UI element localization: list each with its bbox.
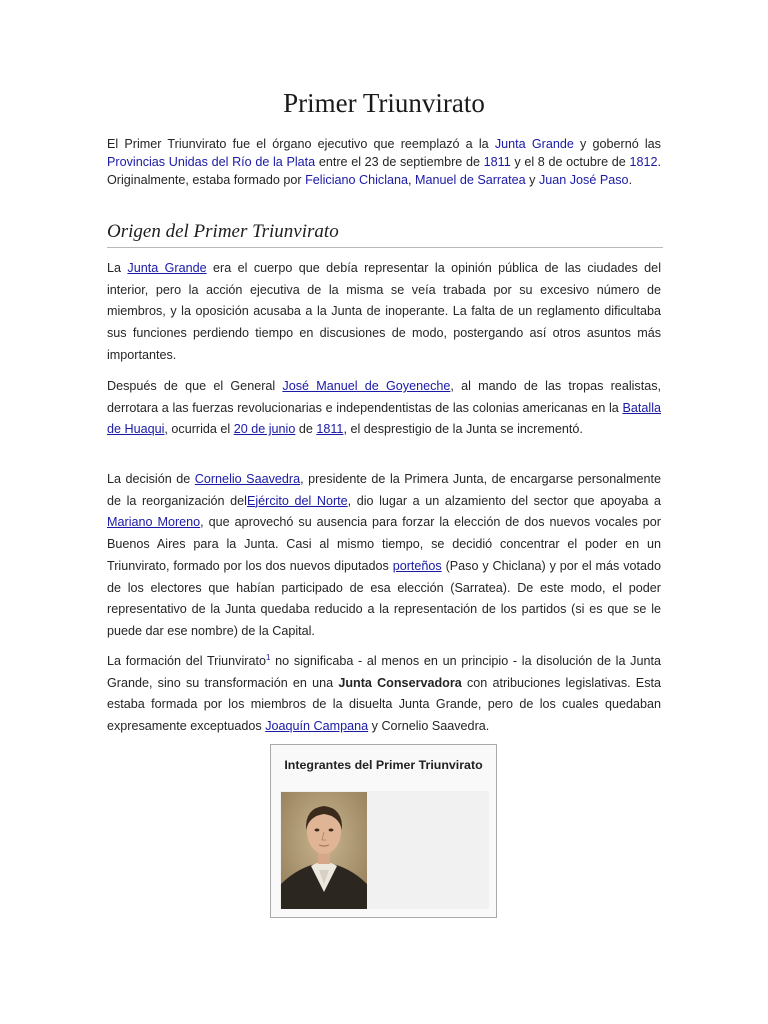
text: , dio lugar a un alzamiento del sector que apoyaba a bbox=[347, 493, 661, 508]
footnote-ref[interactable]: 1 bbox=[265, 652, 271, 662]
text: , bbox=[408, 172, 416, 187]
text: y gobernó las bbox=[573, 137, 661, 151]
text: Después de que el General bbox=[107, 379, 283, 393]
portrait-image[interactable] bbox=[281, 792, 367, 909]
text: . bbox=[628, 172, 633, 187]
text: La bbox=[107, 261, 128, 275]
link-junta-grande[interactable]: Junta Grande bbox=[494, 137, 574, 151]
section-heading: Origen del Primer Triunvirato bbox=[107, 220, 663, 248]
text: y el 8 de octubre de bbox=[510, 154, 630, 169]
text: . Originalmente, estaba formado por bbox=[107, 154, 661, 187]
text: , que aprovechó su ausencia para forzar la elección de dos nuevos vocales por Buenos Aires para la Junta. Casi al mismo tiempo, se decidió concentrar el poder en un Triunvirato, formado por los dos nuevos diputados bbox=[107, 515, 661, 573]
paragraph-1 bbox=[107, 258, 661, 367]
text: con atribuciones legislativas. Esta estaba formada por los miembros de la disuelta Junta Grande, pero de los cuales quedaban expresamente exceptuados bbox=[107, 675, 662, 734]
link-mariano-moreno[interactable]: Mariano Moreno bbox=[107, 515, 201, 530]
link-juan-jose-paso[interactable]: Juan José Paso bbox=[538, 172, 629, 187]
link-batalla-de-huaqui[interactable]: Batalla de Huaqui bbox=[107, 400, 661, 437]
text: El Primer Triunvirato fue el órgano ejecutivo que reemplazó a la bbox=[107, 137, 495, 151]
text: , al mando de las tropas realistas, derrotara a las fuerzas revolucionarias e independentistas de las colonias americanas en la bbox=[107, 379, 662, 415]
text: La formación del Triunvirato bbox=[107, 654, 266, 668]
text: La decisión de bbox=[107, 472, 195, 486]
link-20-de-junio[interactable]: 20 de junio bbox=[233, 422, 296, 437]
text: de bbox=[295, 422, 317, 437]
link-portenos[interactable]: porteños bbox=[392, 558, 442, 573]
infobox bbox=[270, 744, 497, 918]
link-feliciano-chiclana[interactable]: Feliciano Chiclana bbox=[305, 172, 409, 187]
text: , ocurrida el bbox=[164, 422, 234, 437]
link-jose-manuel-de-goyeneche[interactable]: José Manuel de Goyeneche bbox=[282, 379, 451, 393]
link-1811[interactable]: 1811 bbox=[483, 154, 511, 169]
intro-paragraph bbox=[107, 136, 661, 189]
paragraph-2 bbox=[107, 376, 661, 441]
text: era el cuerpo que debía representar la opinión pública de las ciudades del interior, pero la acción ejecutiva de la misma se veía trabada por su excesivo número de miembros, y la oposición acusaba a la Junta de inoperante. La falta de un reglamento dificultaba sus funciones perdiendo tiempo en discusiones de modo, postergando así otros asuntos más importantes. bbox=[107, 261, 661, 362]
link-joaquin-campana[interactable]: Joaquín Campana bbox=[265, 719, 369, 734]
page-title: Primer Triunvirato bbox=[283, 88, 485, 118]
text: (Paso y Chiclana) y por el más votado de los electores que habían participado de esa elección (Sarratea). De este modo, el poder representativo de la Junta quedaba reducido a la representación de los partidos (si es que se le puede dar ese nombre) de la Capital. bbox=[107, 558, 662, 638]
link-junta-grande[interactable]: Junta Grande bbox=[127, 261, 207, 275]
paragraph-3 bbox=[107, 469, 661, 643]
link-1812[interactable]: 1812 bbox=[629, 154, 658, 169]
infobox-title: Integrantes del Primer Triunvirato bbox=[284, 758, 483, 772]
link-cornelio-saavedra[interactable]: Cornelio Saavedra bbox=[194, 472, 301, 486]
text: , el desprestigio de la Junta se incrementó. bbox=[343, 422, 583, 437]
link-1811[interactable]: 1811 bbox=[316, 422, 344, 437]
link-provincias-unidas[interactable]: Provincias Unidas del Río de la Plata bbox=[107, 154, 316, 169]
bold-junta-conservadora: Junta Conservadora bbox=[338, 675, 462, 690]
text: no significaba - al menos en un principio - la disolución de la Junta Grande, sino su transformación en una bbox=[107, 654, 661, 690]
text: y bbox=[525, 172, 539, 187]
paragraph-4 bbox=[107, 651, 661, 738]
link-ejercito-del-norte[interactable]: Ejército del Norte bbox=[246, 493, 348, 508]
text: entre el 23 de septiembre de bbox=[315, 154, 484, 169]
text: y Cornelio Saavedra. bbox=[368, 719, 490, 734]
text: , presidente de la Primera Junta, de encargarse personalmente de la reorganización del bbox=[107, 472, 662, 508]
link-manuel-de-sarratea[interactable]: Manuel de Sarratea bbox=[415, 172, 526, 187]
